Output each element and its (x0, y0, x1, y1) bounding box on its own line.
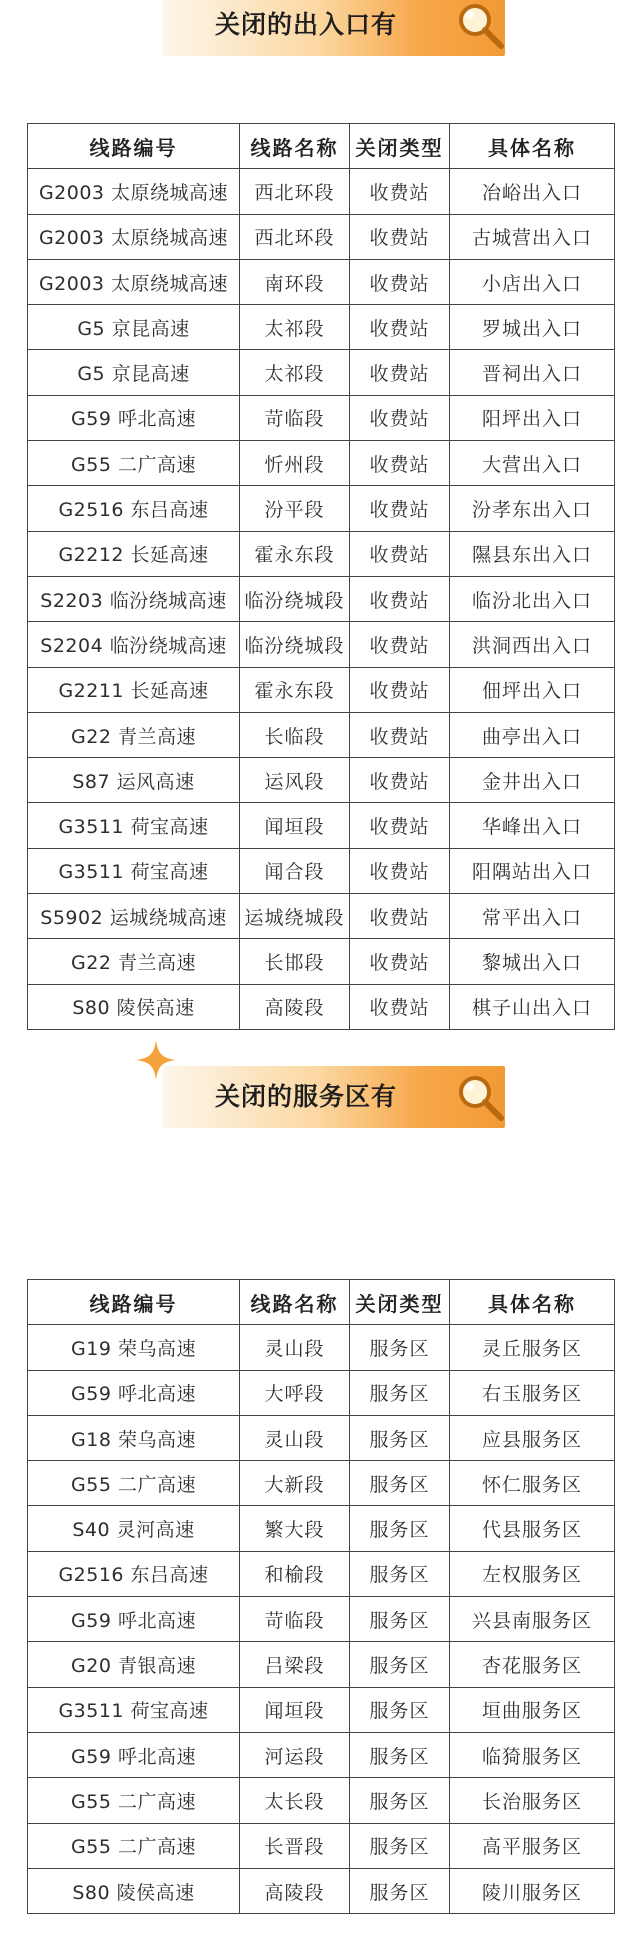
cell-specific-name: 金井出入口 (450, 758, 615, 803)
cell-route-code: G59 呼北高速 (28, 1370, 240, 1415)
cell-route-name: 大呼段 (240, 1370, 350, 1415)
cell-closure-type: 收费站 (350, 214, 450, 259)
table-row (28, 712, 615, 757)
cell-closure-type: 收费站 (350, 758, 450, 803)
cell-specific-name: 大营出入口 (450, 441, 615, 486)
cell-route-code: G19 荣乌高速 (28, 1325, 240, 1370)
cell-closure-type: 收费站 (350, 803, 450, 848)
header-specific-name: 具体名称 (450, 124, 615, 169)
table-row (28, 1597, 615, 1642)
cell-route-code: G55 二广高速 (28, 441, 240, 486)
cell-route-code: G22 青兰高速 (28, 712, 240, 757)
cell-route-code: S80 陵侯高速 (28, 1868, 240, 1913)
table-row (28, 1687, 615, 1732)
section-title-entrances: 关闭的出入口有 (215, 10, 398, 39)
cell-route-name: 闻合段 (240, 848, 350, 893)
cell-closure-type: 收费站 (350, 441, 450, 486)
cell-route-code: S87 运风高速 (28, 758, 240, 803)
cell-closure-type: 收费站 (350, 667, 450, 712)
table-row (28, 1551, 615, 1596)
cell-route-name: 长晋段 (240, 1823, 350, 1868)
cell-specific-name: 隰县东出入口 (450, 531, 615, 576)
cell-specific-name: 棋子山出入口 (450, 984, 615, 1029)
cell-route-name: 临汾绕城段 (240, 622, 350, 667)
cell-specific-name: 洪洞西出入口 (450, 622, 615, 667)
cell-specific-name: 灵丘服务区 (450, 1325, 615, 1370)
cell-route-name: 闻垣段 (240, 1687, 350, 1732)
table-row (28, 803, 615, 848)
cell-specific-name: 临汾北出入口 (450, 576, 615, 621)
table-row (28, 1732, 615, 1777)
cell-route-code: G5 京昆高速 (28, 350, 240, 395)
table-row (28, 1823, 615, 1868)
cell-closure-type: 服务区 (350, 1823, 450, 1868)
cell-closure-type: 服务区 (350, 1370, 450, 1415)
cell-route-code: G22 青兰高速 (28, 939, 240, 984)
cell-route-code: G55 二广高速 (28, 1778, 240, 1823)
cell-route-name: 运城绕城段 (240, 894, 350, 939)
cell-specific-name: 汾孝东出入口 (450, 486, 615, 531)
cell-specific-name: 小店出入口 (450, 259, 615, 304)
cell-route-code: G2003 太原绕城高速 (28, 169, 240, 214)
magnifier-icon (453, 1070, 509, 1126)
cell-route-name: 临汾绕城段 (240, 576, 350, 621)
cell-closure-type: 收费站 (350, 259, 450, 304)
cell-route-code: S80 陵侯高速 (28, 984, 240, 1029)
cell-specific-name: 常平出入口 (450, 894, 615, 939)
cell-closure-type: 服务区 (350, 1597, 450, 1642)
cell-route-name: 运风段 (240, 758, 350, 803)
table-row (28, 1506, 615, 1551)
cell-route-code: G5 京昆高速 (28, 305, 240, 350)
cell-closure-type: 收费站 (350, 305, 450, 350)
cell-route-code: G55 二广高速 (28, 1823, 240, 1868)
cell-route-code: S2203 临汾绕城高速 (28, 576, 240, 621)
table-row (28, 531, 615, 576)
cell-route-name: 苛临段 (240, 1597, 350, 1642)
table-row (28, 984, 615, 1029)
table-row (28, 667, 615, 712)
table-row (28, 758, 615, 803)
cell-route-name: 霍永东段 (240, 667, 350, 712)
section-title-service-areas: 关闭的服务区有 (215, 1082, 398, 1111)
cell-route-name: 大新段 (240, 1461, 350, 1506)
cell-specific-name: 佃坪出入口 (450, 667, 615, 712)
table-row (28, 939, 615, 984)
cell-route-code: G59 呼北高速 (28, 1732, 240, 1777)
cell-closure-type: 收费站 (350, 531, 450, 576)
table-row (28, 576, 615, 621)
cell-closure-type: 收费站 (350, 984, 450, 1029)
cell-closure-type: 服务区 (350, 1868, 450, 1913)
cell-specific-name: 高平服务区 (450, 1823, 615, 1868)
cell-route-name: 太长段 (240, 1778, 350, 1823)
table-cut-edge (0, 1035, 640, 1043)
cell-specific-name: 长治服务区 (450, 1778, 615, 1823)
cell-closure-type: 收费站 (350, 169, 450, 214)
table-row (28, 214, 615, 259)
cell-closure-type: 收费站 (350, 576, 450, 621)
cell-closure-type: 收费站 (350, 712, 450, 757)
table-row (28, 1370, 615, 1415)
table-row (28, 305, 615, 350)
magnifier-icon (453, 0, 509, 54)
cell-closure-type: 服务区 (350, 1506, 450, 1551)
cell-route-code: G2212 长延高速 (28, 531, 240, 576)
cell-route-name: 灵山段 (240, 1415, 350, 1460)
cell-specific-name: 怀仁服务区 (450, 1461, 615, 1506)
cell-closure-type: 服务区 (350, 1778, 450, 1823)
cell-specific-name: 陵川服务区 (450, 1868, 615, 1913)
table-header-row (28, 1280, 615, 1325)
cell-route-code: G18 荣乌高速 (28, 1415, 240, 1460)
cell-specific-name: 古城营出入口 (450, 214, 615, 259)
cell-route-name: 南环段 (240, 259, 350, 304)
cell-route-code: G2516 东吕高速 (28, 486, 240, 531)
cell-route-name: 汾平段 (240, 486, 350, 531)
cell-route-name: 西北环段 (240, 214, 350, 259)
cell-closure-type: 服务区 (350, 1732, 450, 1777)
cell-route-code: G59 呼北高速 (28, 1597, 240, 1642)
cell-closure-type: 服务区 (350, 1461, 450, 1506)
cell-specific-name: 罗城出入口 (450, 305, 615, 350)
table-row (28, 441, 615, 486)
cell-route-code: G20 青银高速 (28, 1642, 240, 1687)
cell-specific-name: 冶峪出入口 (450, 169, 615, 214)
table-row (28, 1325, 615, 1370)
cell-closure-type: 收费站 (350, 939, 450, 984)
cell-closure-type: 收费站 (350, 395, 450, 440)
cell-route-code: G3511 荷宝高速 (28, 848, 240, 893)
cell-specific-name: 华峰出入口 (450, 803, 615, 848)
table-header-row (28, 124, 615, 169)
cell-closure-type: 收费站 (350, 894, 450, 939)
cell-specific-name: 晋祠出入口 (450, 350, 615, 395)
cell-route-name: 忻州段 (240, 441, 350, 486)
cell-closure-type: 服务区 (350, 1325, 450, 1370)
cell-specific-name: 左权服务区 (450, 1551, 615, 1596)
cell-route-name: 闻垣段 (240, 803, 350, 848)
table-row (28, 1642, 615, 1687)
header-closure-type: 关闭类型 (350, 1280, 450, 1325)
cell-specific-name: 黎城出入口 (450, 939, 615, 984)
cell-route-name: 高陵段 (240, 984, 350, 1029)
cell-route-name: 河运段 (240, 1732, 350, 1777)
cell-route-code: S40 灵河高速 (28, 1506, 240, 1551)
header-specific-name: 具体名称 (450, 1280, 615, 1325)
header-route-name: 线路名称 (240, 1280, 350, 1325)
cell-route-name: 灵山段 (240, 1325, 350, 1370)
table-row (28, 259, 615, 304)
cell-specific-name: 应县服务区 (450, 1415, 615, 1460)
cell-route-name: 长邯段 (240, 939, 350, 984)
cell-route-code: G2211 长延高速 (28, 667, 240, 712)
header-route-code: 线路编号 (28, 1280, 240, 1325)
header-route-name: 线路名称 (240, 124, 350, 169)
cell-route-name: 长临段 (240, 712, 350, 757)
cell-route-code: G3511 荷宝高速 (28, 803, 240, 848)
cell-route-name: 和榆段 (240, 1551, 350, 1596)
cell-route-name: 太祁段 (240, 305, 350, 350)
cell-specific-name: 兴县南服务区 (450, 1597, 615, 1642)
cell-closure-type: 收费站 (350, 848, 450, 893)
table-row (28, 894, 615, 939)
cell-route-name: 西北环段 (240, 169, 350, 214)
closed-service-areas-table (27, 1279, 615, 1914)
table-row (28, 1461, 615, 1506)
cell-specific-name: 垣曲服务区 (450, 1687, 615, 1732)
table-row (28, 350, 615, 395)
cell-specific-name: 右玉服务区 (450, 1370, 615, 1415)
table-row (28, 1868, 615, 1913)
cell-route-code: G2516 东吕高速 (28, 1551, 240, 1596)
cell-specific-name: 代县服务区 (450, 1506, 615, 1551)
cell-route-name: 繁大段 (240, 1506, 350, 1551)
table-row (28, 169, 615, 214)
header-closure-type: 关闭类型 (350, 124, 450, 169)
section-banner-service-areas (163, 1066, 505, 1128)
cell-closure-type: 服务区 (350, 1642, 450, 1687)
cell-route-name: 吕梁段 (240, 1642, 350, 1687)
cell-closure-type: 收费站 (350, 486, 450, 531)
cell-specific-name: 杏花服务区 (450, 1642, 615, 1687)
cell-route-code: G55 二广高速 (28, 1461, 240, 1506)
cell-route-name: 霍永东段 (240, 531, 350, 576)
header-route-code: 线路编号 (28, 124, 240, 169)
closed-entrances-table (27, 123, 615, 1030)
cell-route-code: G2003 太原绕城高速 (28, 259, 240, 304)
cell-closure-type: 收费站 (350, 622, 450, 667)
table-row (28, 1415, 615, 1460)
cell-closure-type: 服务区 (350, 1415, 450, 1460)
cell-specific-name: 阳坪出入口 (450, 395, 615, 440)
cell-route-name: 高陵段 (240, 1868, 350, 1913)
cell-route-code: S2204 临汾绕城高速 (28, 622, 240, 667)
cell-specific-name: 曲亭出入口 (450, 712, 615, 757)
cell-closure-type: 收费站 (350, 350, 450, 395)
cell-route-code: G2003 太原绕城高速 (28, 214, 240, 259)
table-row (28, 486, 615, 531)
table-row (28, 622, 615, 667)
cell-specific-name: 阳隅站出入口 (450, 848, 615, 893)
cell-route-name: 太祁段 (240, 350, 350, 395)
table-row (28, 848, 615, 893)
cell-route-name: 苛临段 (240, 395, 350, 440)
cell-specific-name: 临猗服务区 (450, 1732, 615, 1777)
table-row (28, 395, 615, 440)
cell-route-code: G3511 荷宝高速 (28, 1687, 240, 1732)
cell-route-code: S5902 运城绕城高速 (28, 894, 240, 939)
cell-closure-type: 服务区 (350, 1551, 450, 1596)
table-row (28, 1778, 615, 1823)
section-banner-entrances (163, 0, 505, 56)
cell-closure-type: 服务区 (350, 1687, 450, 1732)
cell-route-code: G59 呼北高速 (28, 395, 240, 440)
